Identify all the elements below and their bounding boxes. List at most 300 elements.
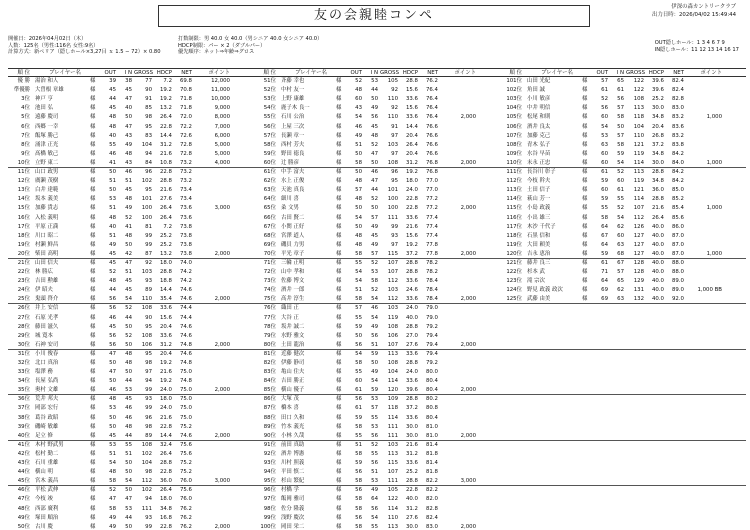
cell-gross: 108: [141, 332, 152, 339]
honorific: 様: [336, 441, 342, 448]
cell-rank: 4位: [21, 105, 30, 112]
cell-net: 82.4: [671, 78, 684, 85]
cell-hdcp: 28.8: [405, 259, 418, 266]
table-row: [8, 259, 746, 268]
cell-out: 59: [601, 178, 608, 185]
cell-gross: 100: [141, 214, 152, 221]
cell-rank: 93位: [263, 460, 276, 467]
cell-net: 74.2: [179, 278, 192, 285]
cell-in: 43: [125, 132, 132, 139]
cell-gross: 122: [633, 78, 644, 85]
cell-net: 79.2: [425, 360, 438, 366]
cell-hdcp: 26.4: [159, 214, 172, 221]
cell-net: 73.4: [179, 196, 192, 203]
cell-name: 小川 敏彦: [527, 96, 551, 103]
cell-in: 48: [125, 423, 132, 430]
cell-net: 88.0: [671, 259, 684, 266]
cell-gross: 96: [391, 169, 398, 176]
cell-gross: 98: [145, 114, 152, 121]
cell-name: 柴田 高明: [35, 250, 59, 257]
cell-out: 58: [601, 214, 608, 221]
cell-rank: 120位: [506, 250, 522, 257]
cell-hdcp: 21.6: [651, 205, 664, 212]
honorific: 様: [336, 360, 342, 366]
cell-hdcp: 20.4: [405, 150, 418, 157]
cell-gross: 99: [145, 523, 152, 530]
in-hidden-holes: IN隠しホール：11 12 13 14 16 17: [654, 46, 739, 53]
cell-net: 74.6: [179, 287, 192, 294]
honorific: 様: [336, 496, 342, 503]
cell-in: 44: [125, 314, 132, 321]
header-gross: GROSS: [134, 70, 154, 76]
cell-in: 56: [371, 332, 378, 339]
cell-gross: 107: [387, 259, 398, 266]
cell-in: 65: [617, 78, 624, 85]
cell-gross: 110: [141, 296, 152, 303]
cell-rank: 102位: [506, 87, 522, 94]
cell-in: 50: [125, 369, 132, 376]
cell-gross: 128: [633, 269, 644, 276]
table-row: [8, 368, 746, 377]
cell-out: 60: [601, 114, 608, 121]
cell-net: 74.6: [179, 296, 192, 303]
cell-hdcp: 33.6: [405, 214, 418, 221]
table-row: [8, 150, 746, 159]
cell-net: 84.2: [671, 169, 684, 176]
cell-out: 53: [109, 405, 116, 412]
cell-out: 58: [109, 505, 116, 512]
cell-out: 48: [355, 87, 362, 94]
cell-name: 池田 弘: [35, 105, 53, 112]
table-row: [8, 77, 746, 86]
honorific: 様: [582, 296, 588, 303]
cell-net: 74.0: [179, 259, 192, 266]
cell-gross: 101: [141, 196, 152, 203]
cell-gross: 107: [387, 269, 398, 276]
cell-out: 59: [355, 414, 362, 421]
cell-out: 56: [109, 341, 116, 348]
cell-rank: 103位: [506, 96, 522, 103]
cell-in: 54: [125, 478, 132, 485]
header-pts: ポイント: [208, 70, 230, 76]
cell-net: 74.2: [179, 269, 192, 276]
cell-in: 56: [371, 460, 378, 467]
out-hidden-holes: OUT隠しホール：1 3 4 6 7 9: [654, 40, 725, 46]
cell-in: 52: [125, 214, 132, 221]
cell-hdcp: 28.8: [159, 269, 172, 276]
table-row: [8, 323, 746, 332]
cell-hdcp: 14.4: [159, 432, 172, 439]
cell-rank: 51位: [263, 78, 276, 85]
cell-gross: 83: [145, 132, 152, 139]
cell-rank: 122位: [506, 269, 522, 276]
cell-out: 58: [355, 250, 362, 257]
cell-hdcp: 31.2: [405, 450, 418, 457]
cell-hdcp: 30.0: [405, 423, 418, 430]
cell-hdcp: 33.6: [159, 305, 172, 312]
cell-name: 中手 富夫: [281, 169, 305, 176]
cell-out: 53: [601, 132, 608, 139]
cell-in: 45: [125, 287, 132, 294]
cell-hdcp: 31.2: [159, 141, 172, 148]
cell-rank: 14位: [17, 196, 30, 203]
cell-gross: 103: [387, 305, 398, 312]
cell-rank: 24位: [17, 287, 30, 294]
cell-name: 酒井 良太: [527, 123, 551, 130]
cell-in: 44: [371, 87, 378, 94]
cell-in: 61: [617, 87, 624, 94]
cell-gross: 104: [633, 123, 644, 130]
cell-hdcp: 7.2: [163, 223, 172, 230]
cell-net: 74.6: [179, 332, 192, 339]
cell-hdcp: 14.4: [159, 287, 172, 294]
cell-out: 46: [355, 123, 362, 130]
cell-out: 52: [109, 487, 116, 494]
cell-in: 49: [371, 323, 378, 330]
table-row: [8, 268, 746, 277]
honorific: 様: [90, 232, 96, 239]
cell-pts: 1,000: [706, 159, 722, 166]
cell-gross: 94: [145, 496, 152, 503]
cell-rank: 32位: [17, 360, 30, 366]
cell-net: 76.0: [179, 478, 192, 485]
cell-rank: 95位: [263, 478, 276, 485]
cell-rank: 111位: [506, 169, 522, 176]
honorific: 様: [90, 223, 96, 230]
cell-rank: 115位: [506, 205, 522, 212]
honorific: 様: [90, 241, 96, 248]
cell-name: 中井 明信: [527, 105, 551, 112]
cell-net: 80.0: [425, 369, 438, 376]
cell-gross: 111: [387, 214, 398, 221]
cell-name: 前田 真助: [281, 441, 305, 448]
cell-rank: 100位: [260, 523, 276, 530]
cell-net: 82.8: [671, 96, 684, 103]
honorific: 様: [90, 405, 96, 412]
cell-gross: 108: [387, 323, 398, 330]
cell-rank: 72位: [263, 269, 276, 276]
cell-rank: 53位: [263, 96, 276, 103]
cell-pts: 2,000: [460, 523, 476, 530]
cell-in: 54: [371, 296, 378, 303]
cell-out: 46: [109, 150, 116, 157]
cell-in: 45: [371, 232, 378, 239]
cell-in: 48: [125, 196, 132, 203]
cell-name: 水野 雅文: [281, 332, 305, 339]
table-row: [8, 514, 746, 523]
cell-gross: 112: [141, 478, 152, 485]
cell-hdcp: 28.8: [405, 396, 418, 403]
cell-gross: 93: [145, 396, 152, 403]
cell-out: 50: [109, 378, 116, 385]
cell-gross: 93: [145, 278, 152, 285]
cell-gross: 115: [387, 250, 398, 257]
cell-name: 小関 正好: [281, 223, 305, 230]
cell-name: 水谷 早苗: [527, 150, 551, 157]
cell-pts: 8,000: [214, 114, 230, 121]
honorific: 様: [90, 505, 96, 512]
cell-hdcp: 15.6: [159, 314, 172, 321]
cell-out: 51: [109, 450, 116, 457]
cell-gross: 101: [387, 187, 398, 194]
cell-hdcp: 31.2: [405, 505, 418, 512]
cell-hdcp: 22.8: [405, 196, 418, 203]
cell-net: 83.2: [671, 114, 684, 121]
cell-net: 82.4: [425, 514, 438, 521]
cell-rank: 119位: [506, 241, 522, 248]
cell-gross: 95: [145, 123, 152, 130]
honorific: 様: [90, 514, 96, 521]
cell-name: 山田 信夫: [35, 259, 59, 266]
cell-gross: 119: [387, 314, 398, 321]
cell-in: 52: [617, 169, 624, 176]
cell-out: 63: [601, 141, 608, 148]
cell-gross: 107: [387, 341, 398, 348]
cell-hdcp: 39.6: [651, 87, 664, 94]
cell-gross: 114: [387, 414, 398, 421]
cell-in: 54: [617, 159, 624, 166]
cell-net: 72.6: [179, 132, 192, 139]
cell-net: 75.2: [179, 460, 192, 467]
cell-gross: 128: [633, 259, 644, 266]
cell-out: 54: [355, 214, 362, 221]
cell-net: 88.0: [671, 269, 684, 276]
cell-net: 71.8: [179, 105, 192, 112]
cell-gross: 99: [145, 387, 152, 394]
cell-name: 粂 文男: [281, 205, 299, 212]
cell-gross: 77: [145, 78, 152, 85]
cell-hdcp: 26.4: [159, 114, 172, 121]
cell-in: 47: [125, 259, 132, 266]
cell-pts: 11,000: [211, 87, 230, 94]
cell-net: 81.8: [425, 469, 438, 476]
cell-hdcp: 18.0: [405, 178, 418, 185]
cell-gross: 104: [141, 460, 152, 467]
table-row: [8, 432, 746, 441]
cell-hdcp: 33.6: [405, 114, 418, 121]
cell-in: 40: [125, 105, 132, 112]
cell-name: 西村 芳夫: [281, 141, 305, 148]
hdcp-limit: HDCP制限：パー × 2（ダブルパー）: [178, 42, 266, 49]
cell-rank: 123位: [506, 278, 522, 285]
honorific: 様: [90, 105, 96, 112]
cell-in: 50: [125, 341, 132, 348]
cell-hdcp: 19.2: [159, 378, 172, 385]
table-row: [8, 441, 746, 450]
cell-in: 47: [371, 178, 378, 185]
honorific: 様: [336, 405, 342, 412]
honorific: 様: [582, 250, 588, 257]
cell-net: 76.8: [425, 159, 438, 166]
priority-order: 優先順序：ネット⇒年齢⇒グロス: [178, 49, 255, 56]
cell-net: 83.8: [671, 141, 684, 148]
cell-net: 82.8: [425, 505, 438, 512]
cell-net: 78.4: [425, 278, 438, 285]
cell-rank: 101位: [506, 78, 522, 85]
cell-out: 61: [601, 259, 608, 266]
honorific: 様: [336, 259, 342, 266]
cell-name: 藤井 良三: [527, 259, 551, 266]
cell-out: 56: [355, 341, 362, 348]
table-row: [8, 450, 746, 459]
cell-name: 坂本 義美: [35, 196, 59, 203]
table-row: [8, 423, 746, 432]
cell-out: 59: [601, 196, 608, 203]
cell-hdcp: 19.2: [159, 360, 172, 366]
cell-gross: 108: [633, 96, 644, 103]
cell-rank: 108位: [506, 141, 522, 148]
cell-hdcp: 13.2: [159, 250, 172, 257]
cell-gross: 113: [387, 350, 398, 357]
cell-rank: 34位: [17, 378, 30, 385]
honorific: 様: [336, 523, 342, 530]
cell-net: 89.0: [671, 287, 684, 294]
cell-rank: 40位: [17, 432, 30, 439]
cell-in: 50: [371, 159, 378, 166]
cell-rank: 87位: [263, 405, 276, 412]
honorific: 様: [90, 287, 96, 294]
cell-name: 西部 廣利: [35, 505, 59, 512]
cell-name: 杉山 繁紀: [281, 478, 305, 485]
cell-in: 60: [617, 232, 624, 239]
cell-hdcp: 19.2: [405, 169, 418, 176]
cell-in: 48: [371, 132, 378, 139]
honorific: 様: [90, 78, 96, 85]
cell-net: 73.6: [179, 205, 192, 212]
cell-gross: 114: [387, 378, 398, 385]
cell-in: 50: [617, 123, 624, 130]
cell-name: 松尾 和則: [527, 114, 551, 121]
cell-out: 55: [355, 314, 362, 321]
cell-rank: 76位: [263, 305, 276, 312]
cell-net: 75.0: [179, 414, 192, 421]
cell-name: 宮木 義昌: [35, 478, 59, 485]
cell-name: 青木 弘子: [527, 141, 551, 148]
cell-hdcp: 22.8: [159, 169, 172, 176]
cell-gross: 100: [387, 205, 398, 212]
cell-name: 佐分 隆義: [281, 505, 305, 512]
cell-name: 吉田 勝正: [281, 378, 305, 385]
header-rank: 順 位: [263, 70, 276, 76]
cell-rank: 44位: [17, 469, 30, 476]
table-row: [8, 314, 746, 323]
table-row: [8, 168, 746, 177]
cell-out: 60: [355, 96, 362, 103]
cell-in: 56: [371, 114, 378, 121]
honorific: 様: [336, 487, 342, 494]
cell-pts: 1,000 BB: [697, 287, 722, 294]
cell-gross: 99: [145, 405, 152, 412]
honorific: 様: [336, 78, 342, 85]
cell-hdcp: 24.0: [159, 405, 172, 412]
honorific: 様: [336, 296, 342, 303]
cell-gross: 129: [633, 278, 644, 285]
cell-name: 入松 義明: [35, 214, 59, 221]
cell-name: 田口 久和: [281, 414, 305, 421]
cell-net: 81.0: [425, 432, 438, 439]
header-pts: ポイント: [700, 70, 722, 76]
cell-hdcp: 36.0: [651, 187, 664, 194]
cell-net: 74.6: [179, 350, 192, 357]
cell-net: 77.4: [425, 214, 438, 221]
cell-name: 高井 淳生: [281, 296, 305, 303]
table-row: [8, 141, 746, 150]
cell-name: 鬼頭 啓介: [35, 296, 59, 303]
cell-name: 長谷川 彰子: [527, 169, 556, 176]
cell-out: 50: [355, 169, 362, 176]
cell-out: 61: [355, 405, 362, 412]
cell-out: 51: [109, 205, 116, 212]
cell-out: 64: [601, 278, 608, 285]
cell-net: 76.2: [179, 505, 192, 512]
cell-in: 41: [125, 223, 132, 230]
event-date: 開催日：2026年04月02日（木）: [8, 36, 87, 42]
cell-rank: 48位: [17, 505, 30, 512]
cell-out: 58: [355, 423, 362, 430]
cell-hdcp: 30.0: [405, 523, 418, 530]
cell-net: 73.8: [179, 232, 192, 239]
cell-rank: 5位: [21, 114, 30, 121]
cell-hdcp: 28.8: [405, 323, 418, 330]
table-row: [8, 95, 746, 104]
cell-in: 52: [371, 196, 378, 203]
cell-in: 44: [125, 432, 132, 439]
cell-gross: 121: [633, 187, 644, 194]
cell-hdcp: 33.6: [405, 460, 418, 467]
cell-name: 橋本 喜: [281, 405, 299, 412]
cell-net: 89.0: [671, 278, 684, 285]
cell-net: 74.8: [179, 341, 192, 348]
cell-name: 長瀬 章一: [281, 132, 305, 139]
cell-net: 83.0: [671, 105, 684, 112]
cell-out: 56: [109, 332, 116, 339]
cell-name: 城 寛本: [35, 332, 53, 339]
cell-in: 44: [371, 187, 378, 194]
honorific: 様: [90, 323, 96, 330]
cell-gross: 91: [391, 123, 398, 130]
cell-in: 54: [617, 214, 624, 221]
cell-hdcp: 28.8: [159, 460, 172, 467]
cell-in: 54: [371, 314, 378, 321]
cell-rank: 7位: [21, 132, 30, 139]
cell-pts: 2,000: [214, 296, 230, 303]
header-rank: 順 位: [509, 70, 522, 76]
cell-out: 64: [601, 241, 608, 248]
calculation-method: 計算方式：新ペリア（隠しホール×3,27目 ｘ 1.5 − 72）× 0.80: [8, 49, 161, 56]
header-net: NET: [673, 70, 684, 76]
cell-rank: 28位: [17, 323, 30, 330]
cell-pts: 1,000: [706, 250, 722, 257]
cell-hdcp: 22.8: [159, 523, 172, 530]
cell-pts: 1,000: [706, 205, 722, 212]
cell-out: 48: [109, 396, 116, 403]
honorific: 様: [336, 159, 342, 166]
cell-gross: 92: [145, 259, 152, 266]
cell-gross: 114: [387, 505, 398, 512]
cell-rank: 79位: [263, 332, 276, 339]
table-row: [8, 304, 746, 313]
honorific: 様: [90, 450, 96, 457]
cell-rank: 33位: [17, 369, 30, 376]
cell-hdcp: 20.4: [405, 132, 418, 139]
cell-hdcp: 25.2: [159, 241, 172, 248]
cell-rank: 41位: [17, 441, 30, 448]
cell-in: 52: [617, 205, 624, 212]
cell-gross: 93: [391, 232, 398, 239]
cell-hdcp: 40.0: [651, 232, 664, 239]
cell-rank: 109位: [506, 150, 522, 157]
cell-hdcp: 30.0: [405, 432, 418, 439]
